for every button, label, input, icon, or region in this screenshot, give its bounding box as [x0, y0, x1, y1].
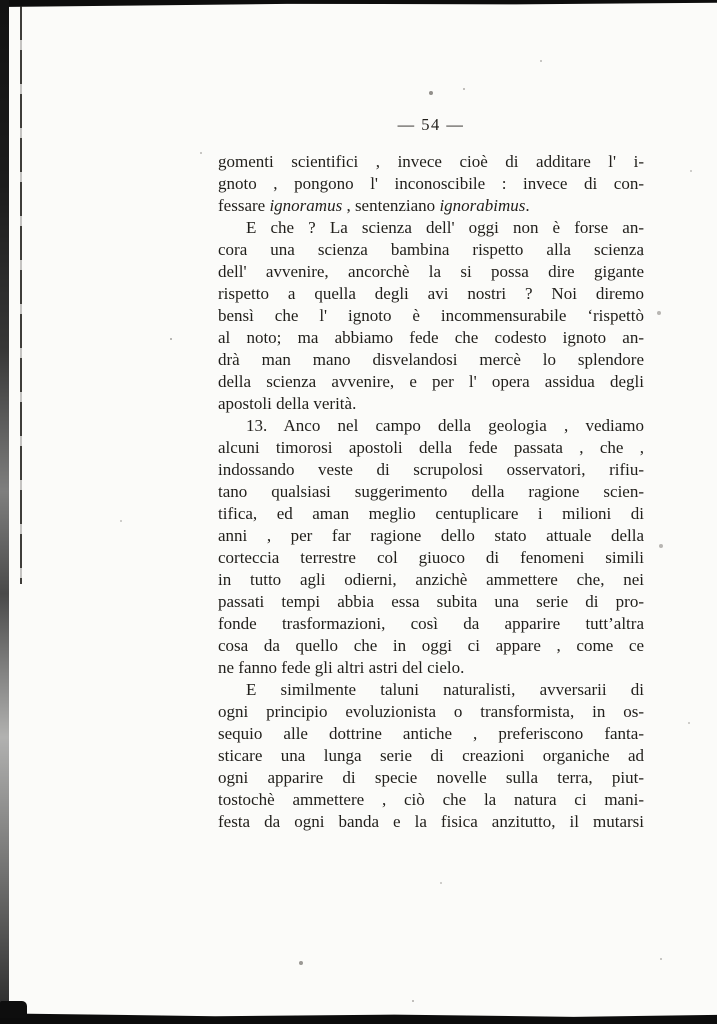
text-line: 13. Anco nel campo della geologia , vediamo: [246, 416, 644, 435]
text-line: dell' avvenire, ancorchè la si possa dire gigante: [218, 262, 644, 281]
text-line: indossando veste di scrupolosi osservatori, rifiu-: [218, 460, 644, 479]
text-line: [218, 195, 644, 217]
text-line: bensì che l' ignoto è incommensurabile ‘rispettò: [218, 306, 644, 325]
text-line: cosa da quello che in oggi ci appare , come ce: [218, 636, 644, 655]
text-segment: .: [525, 196, 530, 215]
text-line: drà man mano disvelandosi mercè lo splendore: [218, 350, 644, 369]
text-line: ne fanno fede gli altri astri del cielo.: [218, 658, 465, 677]
text-segment: fessare: [218, 196, 270, 215]
bottom-scan-edge: [0, 1011, 717, 1024]
bottom-left-ink-blob: [0, 1001, 27, 1018]
text-segment: , sentenziano: [342, 196, 440, 215]
text-block: [218, 151, 644, 833]
text-line: E similmente taluni naturalisti, avversarii di: [246, 680, 644, 699]
text-line: tano qualsiasi suggerimento della ragione scien-: [218, 482, 644, 501]
text-line: della scienza avvenire, e per l' opera assidua degli: [218, 372, 644, 391]
text-line: E che ? La scienza dell' oggi non è forse an-: [246, 218, 644, 237]
dust-specks: [0, 0, 2, 2]
page-number: — 54 —: [397, 115, 465, 134]
text-line: apostoli della verità.: [218, 394, 357, 413]
text-line: corteccia terrestre col giuoco di fenomeni simili: [218, 548, 644, 567]
text-line: ogni principio evoluzionista o transformista, in os-: [218, 702, 644, 721]
text-line: ogni apparire di specie novelle sulla terra, piut-: [218, 768, 644, 787]
italic-latin-term: ignorabimus: [439, 196, 526, 215]
text-line: tostochè ammettere , ciò che la natura ci mani-: [218, 790, 644, 809]
page-edge-line: [20, 6, 22, 584]
top-scan-edge: [0, 0, 717, 7]
text-line: alcuni timorosi apostoli della fede passata , che ,: [218, 438, 644, 457]
text-line: sticare una lunga serie di creazioni organiche ad: [218, 746, 644, 765]
text-line: anni , per far ragione dello stato attuale della: [218, 526, 644, 545]
text-line: fonde trasformazioni, così da apparire tutt’altra: [218, 614, 644, 633]
text-line: cora una scienza bambina rispetto alla scienza: [218, 240, 644, 259]
text-line: in tutto agli odierni, anzichè ammettere che, nei: [218, 570, 644, 589]
binding-shadow: [0, 0, 9, 1024]
text-line: festa da ogni banda e la fisica anzitutto, il mutarsi: [218, 812, 644, 831]
text-line: passati tempi abbia essa subita una serie di pro-: [218, 592, 644, 611]
text-line: gnoto , pongono l' inconoscibile : invece di con-: [218, 174, 644, 193]
text-line: sequio alle dottrine antiche , preferiscono fanta-: [218, 724, 644, 743]
text-line: gomenti scientifici , invece cioè di additare l' i-: [218, 152, 644, 171]
italic-latin-term: ignoramus: [269, 196, 343, 215]
text-line: rispetto a quella degli avi nostri ? Noi diremo: [218, 284, 644, 303]
text-line: tifica, ed aman meglio centuplicare i milioni di: [218, 504, 644, 523]
text-line: al noto; ma abbiamo fede che codesto ignoto an-: [218, 328, 644, 347]
